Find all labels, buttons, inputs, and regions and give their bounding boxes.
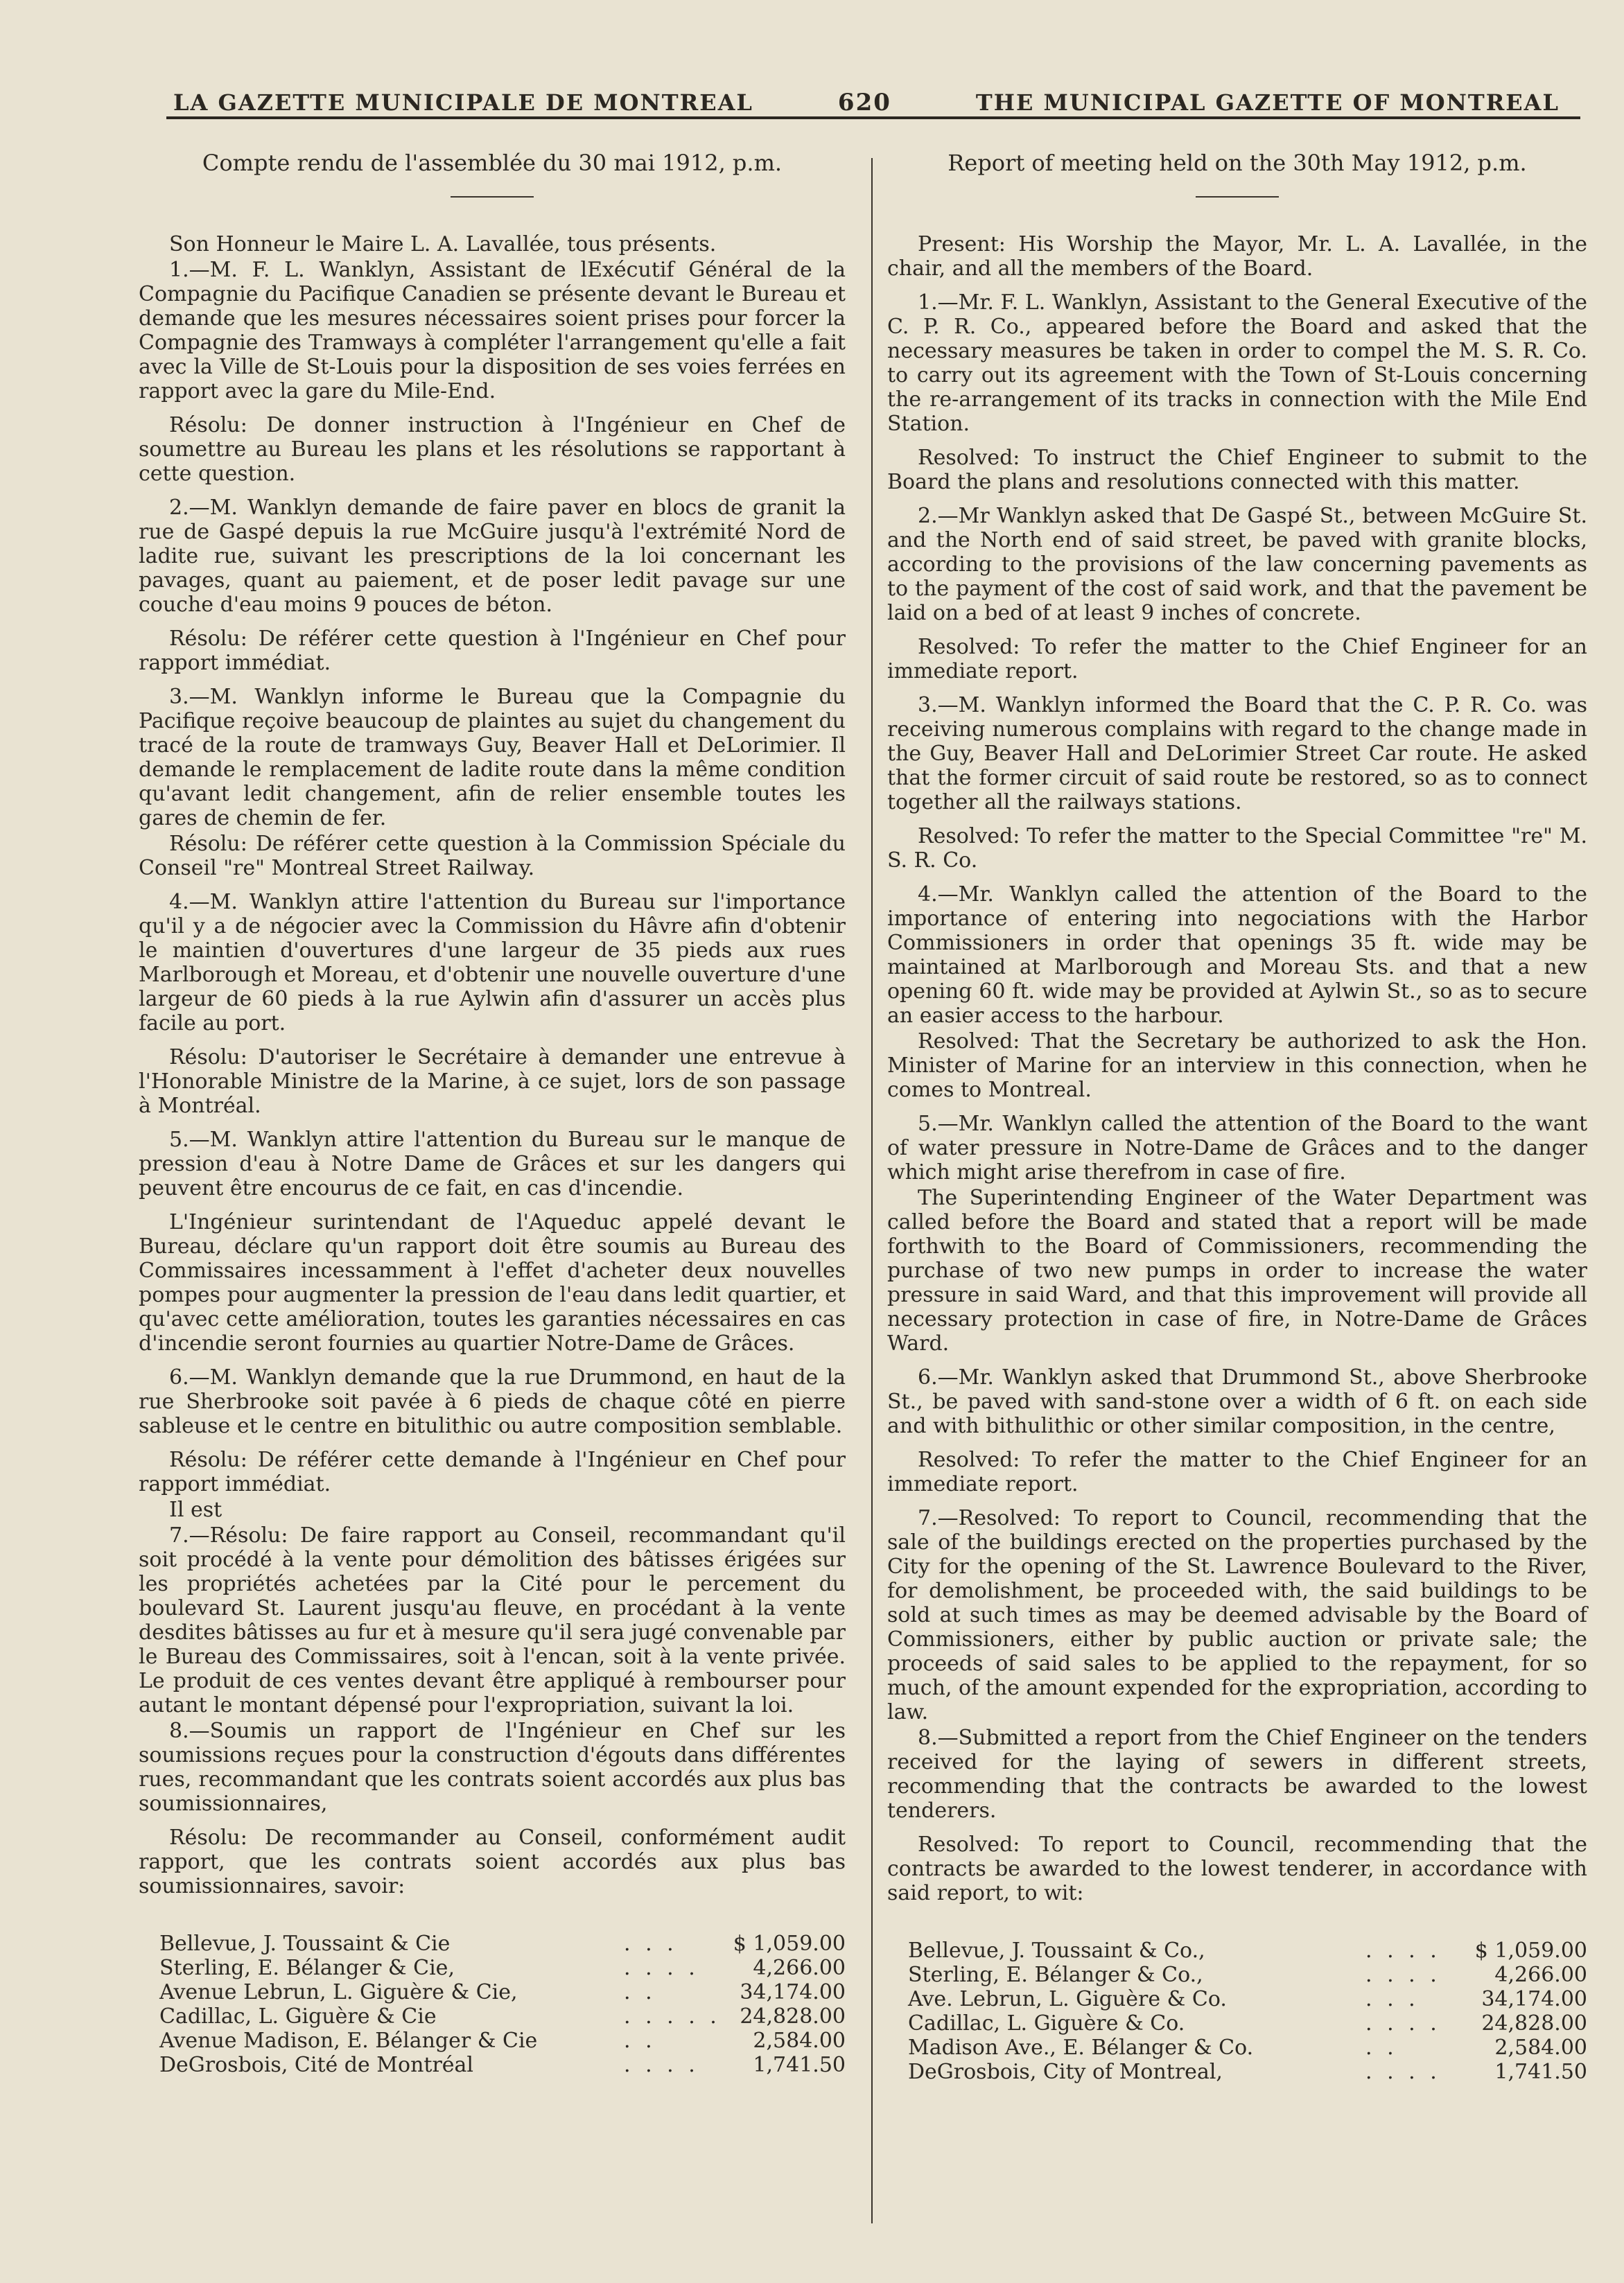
en-item-5-engineer: The Superintending Engineer of the Water Department was called before the Board and stated that a report will be made forthwith to the Board of Commissioners, recommending the purchase of two new pumps in order to increase the water pressure in said Ward, and that this improvement will provide all necessary protection in case of fire, in Notre-Dame de Grâces Ward. [887,1186,1587,1356]
tender-name: Sterling, E. Bélanger & Co., [908,1963,1203,1987]
fr-item-5-engineer: L'Ingénieur surintendant de l'Aqueduc appelé devant le Bureau, déclare qu'un rapport doit être soumis au Bureau des Commissaires incessamment à l'effet d'acheter deux nouvelles pompes pour augmenter la pression de l'eau dans ledit quartier, et qu'avec cette amélioration, toutes les garanties nécessaires en cas d'incendie seront fournies au quartier Notre-Dame de Grâces. [139,1210,846,1356]
tender-name: Cadillac, L. Giguère & Co. [908,2011,1185,2036]
page-number: 620 [837,89,891,116]
fr-resolution-6: Résolu: De référer cette demande à l'Ingénieur en Chef pour rapport immédiat. [139,1448,846,1496]
en-tender-row [887,1939,1587,1963]
en-item-2: 2.—Mr Wanklyn asked that De Gaspé St., between McGuire St. and the North end of said street, be paved with granite blocks, according to the provisions of the law concerning pavements as to the payment of the cost of said work, and that the pavement be laid on a bed of at least 9 inches of concrete. [887,504,1587,625]
en-item-5: 5.—Mr. Wanklyn called the attention of the Board to the want of water pressure in Notre-Dame de Grâces and to the danger which might arise therefrom in case of fire. [887,1112,1587,1184]
tender-leader: . . . . [1365,1939,1441,1963]
en-present: Present: His Worship the Mayor, Mr. L. A. Lavallée, in the chair, and all the members of the Board. [887,232,1587,281]
tender-name: Bellevue, J. Toussaint & Co., [908,1939,1205,1963]
tender-leader: . . . . [624,2053,699,2077]
fr-tender-row [139,1956,846,1980]
tender-amount: 2,584.00 [1494,2036,1587,2060]
tender-leader: . . . . [1365,1963,1441,1987]
tender-leader: . . . . [624,1956,699,1980]
tender-amount: $ 1,059.00 [1474,1939,1587,1963]
tender-amount: $ 1,059.00 [733,1932,846,1956]
en-item-7: 7.—Resolved: To report to Council, recommending that the sale of the buildings erected on the properties purchased by the City for the opening of the St. Lawrence Boulevard to the River, for demolishment, be proceeded with, the said buildings to be sold at such times as may be deemed advisable by the Board of Commissioners, either by public auction or private sale; the proceeds of said sales to be applied to the repayment, for so much, of the amount expended for the expropriation, according to law. [887,1506,1587,1724]
tender-leader: . . [1365,2036,1398,2060]
en-resolution-3: Resolved: To refer the matter to the Special Committee "re" M. S. R. Co. [887,824,1587,873]
fr-il-est: Il est [169,1498,222,1522]
tender-name: Avenue Lebrun, L. Giguère & Cie, [159,1980,518,2004]
fr-item-5: 5.—M. Wanklyn attire l'attention du Bureau sur le manque de pression d'eau à Notre Dame de Grâces et sur les dangers qui peuvent être encourus de ce fait, en cas d'incendie. [139,1128,846,1200]
header-title-fr: LA GAZETTE MUNICIPALE DE MONTREAL [173,89,753,116]
french-column [139,146,846,2077]
en-title: Report of meeting held on the 30th May 1912, p.m. [948,150,1527,176]
english-column [887,146,1587,2084]
en-item-3: 3.—M. Wanklyn informed the Board that the C. P. R. Co. was receiving numerous complains with regard to the change made in the Guy, Beaver Hall and DeLorimier Street Car route. He asked that the former circuit of said route be restored, so as to connect together all the railways stations. [887,693,1587,814]
fr-item-3: 3.—M. Wanklyn informe le Bureau que la Compagnie du Pacifique reçoive beaucoup de plaintes au sujet du changement du tracé de la route de tramways Guy, Beaver Hall et DeLorimier. Il demande le remplacement de ladite route dans la même condition qu'avant ledit changement, afin de relier ensemble toutes les gares de chemin de fer. [139,685,846,830]
fr-present: Son Honneur le Maire L. A. Lavallée, tous présents. [169,232,717,256]
tender-leader: . . [624,2029,656,2053]
tender-name: Madison Ave., E. Bélanger & Co. [908,2036,1254,2060]
fr-tender-row [139,2029,846,2053]
fr-item-8: 8.—Soumis un rapport de l'Ingénieur en Chef sur les soumissions reçues pour la construction d'égouts dans différentes rues, recommandant que les contrats soient accordés aux plus bas soumissionnaires, [139,1719,846,1816]
en-tender-list [887,1939,1587,2084]
fr-resolution-2: Résolu: De référer cette question à l'Ingénieur en Chef pour rapport immédiat. [139,627,846,675]
tender-amount: 4,266.00 [753,1956,846,1980]
fr-tender-list [139,1932,846,2077]
en-resolution-1: Resolved: To instruct the Chief Engineer to submit to the Board the plans and resolutions connected with this matter. [887,446,1587,494]
en-resolution-6: Resolved: To refer the matter to the Chief Engineer for an immediate report. [887,1448,1587,1496]
en-title-rule [1196,196,1279,198]
tender-leader: . . . [624,1932,678,1956]
en-item-1: 1.—Mr. F. L. Wanklyn, Assistant to the General Executive of the C. P. R. Co., appeared before the Board and asked that the necessary measures be taken in order to compel the M. S. R. Co. to carry out its agreement with the Town of St-Louis concerning the re-arrangement of its tracks in connection with the Mile End Station. [887,290,1587,436]
tender-name: Cadillac, L. Giguère & Cie [159,2004,437,2029]
tender-amount: 34,174.00 [1481,1987,1587,2011]
fr-item-6: 6.—M. Wanklyn demande que la rue Drummond, en haut de la rue Sherbrooke soit pavée à 6 pieds de chaque côté en pierre sableuse et le centre en bitulithic ou autre composition semblable. [139,1365,846,1438]
tender-name: DeGrosbois, Cité de Montréal [159,2053,474,2077]
en-resolution-8: Resolved: To report to Council, recommending that the contracts be awarded to the lowest tenderer, in accordance with said report, to wit: [887,1832,1587,1905]
tender-name: Avenue Madison, E. Bélanger & Cie [159,2029,538,2053]
fr-resolution-3: Résolu: De référer cette question à la Commission Spéciale du Conseil "re" Montreal Street Railway. [139,832,846,880]
tender-amount: 24,828.00 [740,2004,846,2029]
tender-leader: . . [624,1980,656,2004]
tender-name: Sterling, E. Bélanger & Cie, [159,1956,455,1980]
tender-amount: 2,584.00 [753,2029,846,2053]
en-resolution-2: Resolved: To refer the matter to the Chief Engineer for an immediate report. [887,635,1587,683]
fr-tender-row [139,1980,846,2004]
en-item-8: 8.—Submitted a report from the Chief Engineer on the tenders received for the laying of sewers in different streets, recommending that the contracts be awarded to the lowest tenderers. [887,1726,1587,1823]
header-title-en: THE MUNICIPAL GAZETTE OF MONTREAL [975,89,1560,116]
tender-amount: 24,828.00 [1481,2011,1587,2036]
header-rule [166,116,1580,119]
en-item-6: 6.—Mr. Wanklyn asked that Drummond St., above Sherbrooke St., be paved with sand-stone over a width of 6 ft. on each side and with bithulithic or other similar composition, in the centre, [887,1365,1587,1438]
en-resolution-4: Resolved: That the Secretary be authorized to ask the Hon. Minister of Marine for an interview in this connection, when he comes to Montreal. [887,1029,1587,1102]
fr-tender-row [139,1932,846,1956]
tender-amount: 4,266.00 [1494,1963,1587,1987]
fr-item-4: 4.—M. Wanklyn attire l'attention du Bureau sur l'importance qu'il y a de négocier avec la Commission du Hâvre afin d'obtenir le maintien d'ouvertures d'une largeur de 35 pieds aux rues Marlborough et Moreau, et d'obtenir une nouvelle ouverture d'une largeur de 60 pieds à la rue Aylwin afin d'assurer un accès plus facile au port. [139,890,846,1035]
fr-item-2: 2.—M. Wanklyn demande de faire paver en blocs de granit la rue de Gaspé depuis la rue McGuire jusqu'à l'extrémité Nord de ladite rue, suivant les prescriptions de la loi concernant les pavages, quant au paiement, et de poser ledit pavage sur une couche d'eau moins 9 pouces de béton. [139,496,846,617]
fr-title: Compte rendu de l'assemblée du 30 mai 1912, p.m. [202,150,783,176]
en-tender-row [887,2060,1587,2084]
fr-resolution-8: Résolu: De recommander au Conseil, conformément audit rapport, que les contrats soient accordés aux plus bas soumissionnaires, savoir: [139,1826,846,1898]
tender-leader: . . . . [1365,2011,1441,2036]
en-item-4: 4.—Mr. Wanklyn called the attention of the Board to the importance of entering into negociations with the Harbor Commissioners in order that openings 35 ft. wide may be maintained at Marlborough and Moreau Sts. and that a new opening 60 ft. wide may be provided at Aylwin St., so as to secure an easier access to the harbour. [887,882,1587,1028]
en-tender-row [887,1963,1587,1987]
fr-resolution-1: Résolu: De donner instruction à l'Ingénieur en Chef de soumettre au Bureau les plans et les résolutions se rapportant à cette question. [139,413,846,486]
en-tender-row [887,2036,1587,2060]
fr-item-7: 7.—Résolu: De faire rapport au Conseil, recommandant qu'il soit procédé à la vente pour démolition des bâtisses érigées sur les propriétés achetées par la Cité pour le percement du boulevard St. Laurent jusqu'au fleuve, en procédant à la vente desdites bâtisses au fur et à mesure qu'il sera jugé convenable par le Bureau des Commissaires, soit à l'encan, soit à la vente privée. Le produit de ces ventes devant être appliqué à rembourser pour autant le montant dépensé pour l'expropriation, suivant la loi. [139,1523,846,1717]
tender-name: DeGrosbois, City of Montreal, [908,2060,1223,2084]
en-tender-row [887,1987,1587,2011]
fr-title-rule [451,196,534,198]
tender-leader: . . . [1365,1987,1420,2011]
tender-amount: 1,741.50 [1494,2060,1587,2084]
fr-resolution-4: Résolu: D'autoriser le Secrétaire à demander une entrevue à l'Honorable Ministre de la Marine, à ce sujet, lors de son passage à Montréal. [139,1045,846,1118]
fr-tender-row [139,2053,846,2077]
fr-item-1: 1.—M. F. L. Wanklyn, Assistant de lExécutif Général de la Compagnie du Pacifique Canadien se présente devant le Bureau et demande que les mesures nécessaires soient prises pour forcer la Compagnie des Tramways à compléter l'arrangement qu'elle a fait avec la Ville de St-Louis pour la disposition de ses voies ferrées en rapport avec la gare du Mile-End. [139,258,846,403]
tender-amount: 1,741.50 [753,2053,846,2077]
tender-name: Bellevue, J. Toussaint & Cie [159,1932,451,1956]
column-divider [871,158,873,2223]
tender-leader: . . . . [1365,2060,1441,2084]
fr-tender-row [139,2004,846,2029]
en-tender-row [887,2011,1587,2036]
tender-amount: 34,174.00 [740,1980,846,2004]
tender-name: Ave. Lebrun, L. Giguère & Co. [908,1987,1227,2011]
tender-leader: . . . . . [624,2004,721,2029]
